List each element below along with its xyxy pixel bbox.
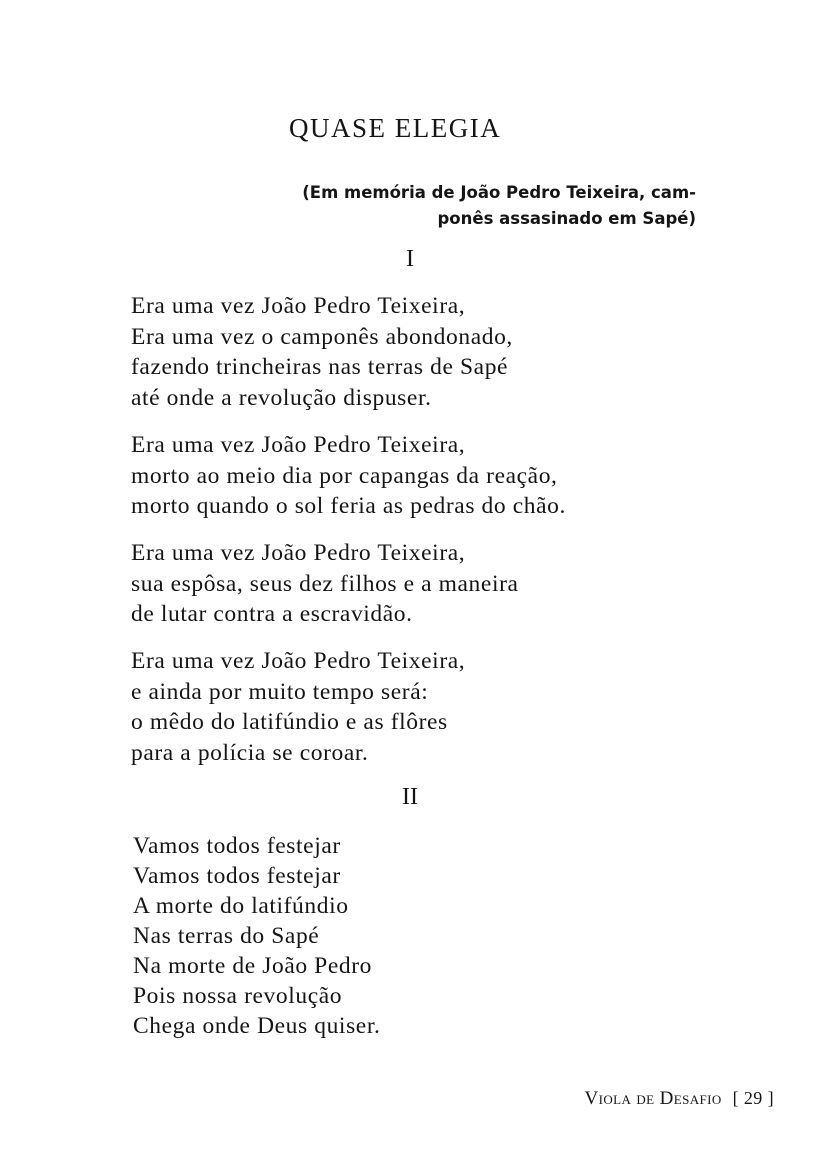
verse-line: Vamos todos festejar <box>133 863 341 889</box>
stanza-2 <box>131 430 566 522</box>
verse-line: para a polícia se coroar. <box>131 739 369 766</box>
verse-line: fazendo trincheiras nas terras de Sapé <box>131 354 509 380</box>
book-title: Viola de Desafio <box>584 1088 722 1109</box>
verse-line: o mêdo do latifúndio e as flôres <box>131 709 448 735</box>
poem-title: QUASE ELEGIA <box>289 113 502 143</box>
section-number-2: II <box>402 784 418 810</box>
verse-line: Era uma vez João Pedro Teixeira, <box>131 540 466 566</box>
verse-line: Na morte de João Pedro <box>133 953 372 979</box>
verse-line: sua espôsa, seus dez filhos e a maneira <box>131 570 519 597</box>
page-number: [ 29 ] <box>732 1088 774 1108</box>
verse-line: Vamos todos festejar <box>133 833 341 859</box>
stanza-3 <box>131 538 519 630</box>
page-footer <box>584 1088 774 1110</box>
stanza-5 <box>133 831 380 1041</box>
verse-line: A morte do latifúndio <box>133 893 349 919</box>
stanza-1 <box>131 291 513 413</box>
poem-dedication <box>232 180 696 232</box>
verse-line: Pois nossa revolução <box>133 983 343 1009</box>
verse-line: Nas terras do Sapé <box>133 923 320 949</box>
verse-line: até onde a revolução dispuser. <box>131 384 432 411</box>
dedication-line: ponês assasinado em Sapé) <box>437 209 696 228</box>
verse-line: morto ao meio dia por capangas da reação, <box>131 462 558 489</box>
verse-line: morto quando o sol feria as pedras do chão. <box>131 493 566 519</box>
dedication-line: (Em memória de João Pedro Teixeira, cam- <box>302 183 696 202</box>
verse-line: de lutar contra a escravidão. <box>131 601 413 627</box>
verse-line: Era uma vez João Pedro Teixeira, <box>131 648 466 674</box>
verse-line: Era uma vez João Pedro Teixeira, <box>131 432 466 458</box>
verse-line: Chega onde Deus quiser. <box>133 1013 381 1039</box>
verse-line: Era uma vez o camponês abondonado, <box>131 323 513 350</box>
section-number-1: I <box>406 246 414 272</box>
verse-line: e ainda por muito tempo será: <box>131 678 429 705</box>
stanza-4 <box>131 646 465 768</box>
verse-line: Era uma vez João Pedro Teixeira, <box>131 293 466 319</box>
